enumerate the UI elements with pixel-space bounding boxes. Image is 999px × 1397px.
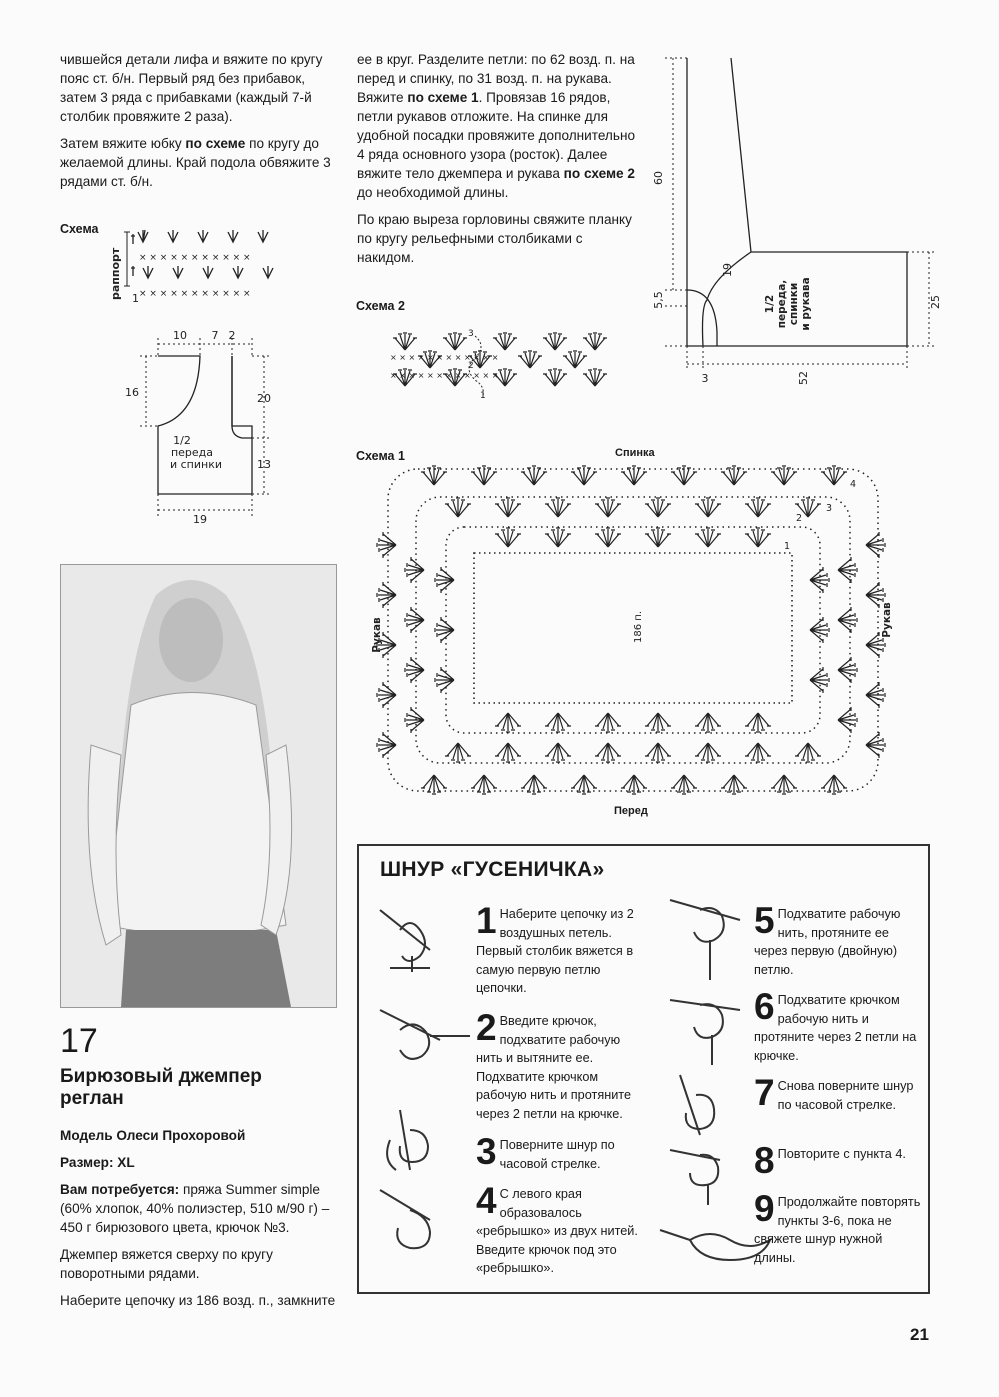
large-dim-19: 19 bbox=[721, 263, 734, 277]
small-dim-19: 19 bbox=[193, 513, 207, 526]
schema1-sleeve-right: Рукав bbox=[881, 602, 893, 638]
small-dim-13: 13 bbox=[257, 458, 271, 471]
step-6-text: Подхватите крючком рабочую нить и протяните через 2 петли на крючке. bbox=[754, 993, 917, 1063]
small-label-back: и спинки bbox=[169, 458, 223, 471]
col2-p1-d: по схеме 2 bbox=[563, 166, 635, 181]
schema-row-bottom bbox=[131, 266, 273, 278]
col1-p2-bold: по схеме bbox=[185, 136, 246, 151]
schema-diagram bbox=[105, 222, 305, 304]
step-5-text: Подхватите рабочую нить, протяните ее через первую (двойную) петлю. bbox=[754, 907, 901, 977]
svg-text:× × × × × × × × × ×: × × × × × × × × × × × × bbox=[390, 353, 499, 362]
schema1-num-3: 3 bbox=[826, 503, 833, 514]
page-number: 21 bbox=[910, 1325, 929, 1344]
small-dim-16: 16 bbox=[125, 386, 139, 399]
large-dim-3: 3 bbox=[701, 372, 709, 385]
col2-p1-e: до необходимой длины. bbox=[357, 185, 509, 200]
schema1-num-1: 1 bbox=[784, 541, 791, 552]
step-3-number: 3 bbox=[476, 1131, 497, 1172]
schema1-front-label: Перед bbox=[614, 805, 648, 817]
step-3-illustration bbox=[387, 1110, 428, 1170]
svg-text:× × × × × × × × × × ×: × × × × × × × × × × × bbox=[139, 289, 251, 299]
step-8-text: Повторите с пункта 4. bbox=[777, 1147, 906, 1161]
schema1-sleeve-left: Рукав bbox=[371, 617, 383, 653]
cord-step-4 bbox=[476, 1180, 646, 1278]
col2-p1-c: . Провязав 16 рядов, петли рукавов отложите. На спинке для удобной посадки провяжите дополнительно 4 ряда основного узора (росток). Далее вяжите тело джемпера и рукава bbox=[357, 90, 636, 181]
schema2-title: Схема 2 bbox=[356, 299, 405, 313]
schema1-num-4: 4 bbox=[850, 479, 857, 490]
large-label-back: спинки bbox=[788, 282, 800, 326]
model-number: 17 bbox=[60, 1022, 98, 1060]
schema-row-top bbox=[131, 230, 268, 244]
col1-p2-tail: по кругу до желаемой длины. Край подола обвяжите 3 рядами ст. б/н. bbox=[60, 136, 331, 189]
large-dim-52: 52 bbox=[797, 371, 810, 385]
model-paragraph-1: Джемпер вяжется сверху по кругу поворотными рядами. bbox=[60, 1247, 273, 1281]
model-title: Бирюзовый джемпер реглан bbox=[60, 1066, 262, 1109]
schema2-num-3: 3 bbox=[468, 329, 474, 339]
schema1-title: Схема 1 bbox=[356, 449, 405, 463]
schema1-count: 186 п. bbox=[633, 611, 644, 643]
small-label-half: 1/2 bbox=[173, 434, 191, 447]
step-4-text: С левого края образовалось «ребрышко» из двух нитей. Введите крючок под это «ребрышко». bbox=[476, 1187, 638, 1275]
step-9-text: Продолжайте повторять пункты 3-6, пока не свяжете шнур нужной длины. bbox=[754, 1195, 921, 1265]
step-2-number: 2 bbox=[476, 1007, 497, 1048]
svg-text:× × × × × × × × × × ×: × × × × × × × × × × × bbox=[139, 253, 251, 263]
small-label-front: переда bbox=[170, 446, 214, 459]
model-info bbox=[60, 1126, 342, 1318]
large-label-front: переда, bbox=[776, 279, 788, 329]
intro-text-col2 bbox=[357, 50, 639, 275]
model-materials bbox=[60, 1180, 342, 1237]
large-dim-60: 60 bbox=[652, 171, 665, 185]
cord-step-6 bbox=[754, 986, 924, 1065]
small-dim-10: 10 bbox=[173, 329, 187, 342]
svg-text:× × × × × × × × × ×: × × × × × × × × × × × × bbox=[390, 371, 499, 380]
pattern-large bbox=[645, 48, 945, 388]
large-label-half: 1/2 bbox=[764, 294, 776, 314]
small-dim-2: 2 bbox=[228, 329, 236, 342]
step-8-number: 8 bbox=[754, 1140, 775, 1181]
col1-paragraph-2 bbox=[60, 134, 342, 191]
intro-text-col1 bbox=[60, 50, 342, 199]
step-1-number: 1 bbox=[476, 900, 497, 941]
schema-row-one: 1 bbox=[132, 292, 139, 305]
step-4-illustration bbox=[380, 1190, 430, 1248]
schema2-diagram bbox=[380, 320, 610, 400]
col1-paragraph-1: чившейся детали лифа и вяжите по кругу пояс ст. б/н. Первый ряд без прибавок, затем 3 ряда с прибавками (каждый 7-й столбик провяжите 2 раза). bbox=[60, 52, 323, 124]
schema1-diagram bbox=[366, 455, 896, 805]
schema1-num-2: 2 bbox=[796, 513, 803, 524]
large-label-sleeve: и рукава bbox=[800, 277, 812, 331]
step-2-text: Введите крючок, подхватите рабочую нить и вытяните ее. Подхватите крючком рабочую нить и протяните через 2 петли на крючке. bbox=[476, 1014, 632, 1121]
schema2-num-2: 2 bbox=[468, 361, 474, 371]
schema1-back-label: Спинка bbox=[615, 447, 655, 459]
step-4-number: 4 bbox=[476, 1180, 497, 1221]
small-dim-20: 20 bbox=[257, 392, 271, 405]
step-5-illustration bbox=[670, 900, 740, 980]
cord-step-1 bbox=[476, 900, 646, 998]
step-7-number: 7 bbox=[754, 1072, 775, 1113]
cord-step-2 bbox=[476, 1007, 646, 1123]
step-7-text: Снова поверните шнур по часовой стрелке. bbox=[777, 1079, 914, 1112]
schema-title: Схема bbox=[60, 222, 99, 236]
col2-p1-a: ее в круг. Разделите петли: по 62 возд. п. на перед и спинку, по 31 возд. п. на рукава. Вяжите bbox=[357, 52, 635, 105]
cord-step-3 bbox=[476, 1131, 646, 1173]
model-author: Модель Олеси Прохоровой bbox=[60, 1128, 246, 1143]
schema2-num-1: 1 bbox=[480, 391, 486, 401]
col2-paragraph-2: По краю выреза горловины свяжите планку по кругу рельефными столбиками с накидом. bbox=[357, 212, 632, 265]
step-9-number: 9 bbox=[754, 1188, 775, 1229]
col1-p2-text: Затем вяжите юбку bbox=[60, 136, 186, 151]
step-6-illustration bbox=[670, 1000, 740, 1065]
col2-paragraph-1 bbox=[357, 50, 639, 202]
step-1-illustration bbox=[380, 910, 430, 972]
step-1-text: Наберите цепочку из 2 воздушных петель. Первый столбик вяжется в самую первую петлю цепочки. bbox=[476, 907, 634, 995]
model-paragraph-2: Наберите цепочку из 186 возд. п., замкните bbox=[60, 1293, 336, 1308]
cord-step-5 bbox=[754, 900, 924, 979]
materials-text: пряжа Summer simple (60% хлопок, 40% полиэстер, 510 м/90 г) – 450 г бирюзового цвета, крючок №3. bbox=[60, 1182, 330, 1235]
materials-label: Вам потребуется: bbox=[60, 1182, 180, 1197]
step-3-text: Поверните шнур по часовой стрелке. bbox=[499, 1138, 615, 1171]
cord-step-7 bbox=[754, 1072, 924, 1114]
large-dim-25: 25 bbox=[929, 295, 942, 309]
col2-p1-b: по схеме 1 bbox=[407, 90, 479, 105]
step-7-illustration bbox=[680, 1075, 714, 1135]
step-6-number: 6 bbox=[754, 986, 775, 1027]
step-5-number: 5 bbox=[754, 900, 775, 941]
cord-step-9 bbox=[754, 1188, 924, 1267]
cord-title: ШНУР «ГУСЕНИЧКА» bbox=[380, 858, 605, 881]
step-8-illustration bbox=[670, 1150, 720, 1205]
pattern-small bbox=[120, 326, 280, 526]
step-2-illustration bbox=[380, 1010, 470, 1059]
cord-step-8 bbox=[754, 1140, 924, 1181]
schema-rapport-label: раппорт bbox=[109, 247, 122, 300]
small-dim-7: 7 bbox=[211, 329, 219, 342]
model-photo bbox=[60, 564, 337, 1008]
large-dim-5-5: 5,5 bbox=[652, 291, 665, 309]
model-size: Размер: XL bbox=[60, 1155, 135, 1170]
